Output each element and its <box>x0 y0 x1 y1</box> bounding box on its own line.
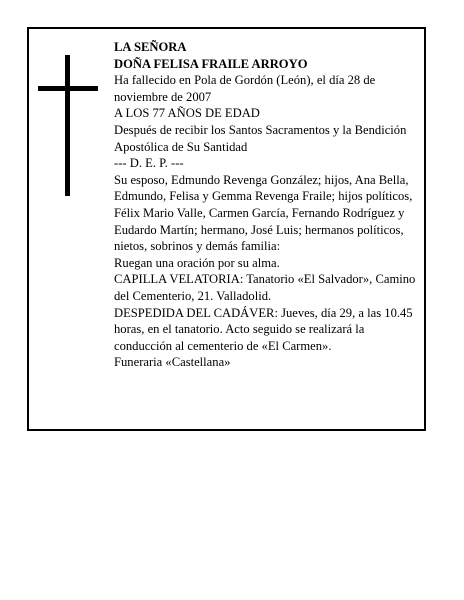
prayer-line: Ruegan una oración por su alma. <box>114 255 280 270</box>
family-list: Su esposo, Edmundo Revenga González; hijos, Ana Bella, Edmundo, Felisa y Gemma Revenga Fraile; hijos políticos, Félix Mario Valle, Carmen García, Fernando Rodríguez y Eudardo Martín; hermano, José Luis; hermanos políticos, nietos, sobrinos y demás familia: <box>114 172 413 254</box>
funeral-home: Funeraria «Castellana» <box>114 355 231 370</box>
title-line-1: LA SEÑORA <box>114 40 187 54</box>
sacraments-line: Después de recibir los Santos Sacramentos y la Bendición Apostólica de Su Santidad <box>114 122 407 154</box>
farewell-info: DESPEDIDA DEL CADÁVER: Jueves, día 29, a las 10.45 horas, en el tanatorio. Acto seguido se realizará la conducción al cementerio de «El Carmen». <box>114 305 413 353</box>
deceased-name: DOÑA FELISA FRAILE ARROYO <box>114 56 308 71</box>
rip-line: --- D. E. P. --- <box>114 156 184 171</box>
death-info: Ha fallecido en Pola de Gordón (León), el día 28 de noviembre de 2007 <box>114 73 376 104</box>
chapel-info: CAPILLA VELATORIA: Tanatorio «El Salvador», Camino del Cementerio, 21. Valladolid. <box>114 272 416 303</box>
obituary-text <box>114 39 422 371</box>
cross-icon <box>38 55 98 196</box>
cross-horizontal-bar <box>38 86 98 91</box>
age-line: A LOS 77 AÑOS DE EDAD <box>114 106 260 121</box>
cross-vertical-bar <box>65 55 70 196</box>
